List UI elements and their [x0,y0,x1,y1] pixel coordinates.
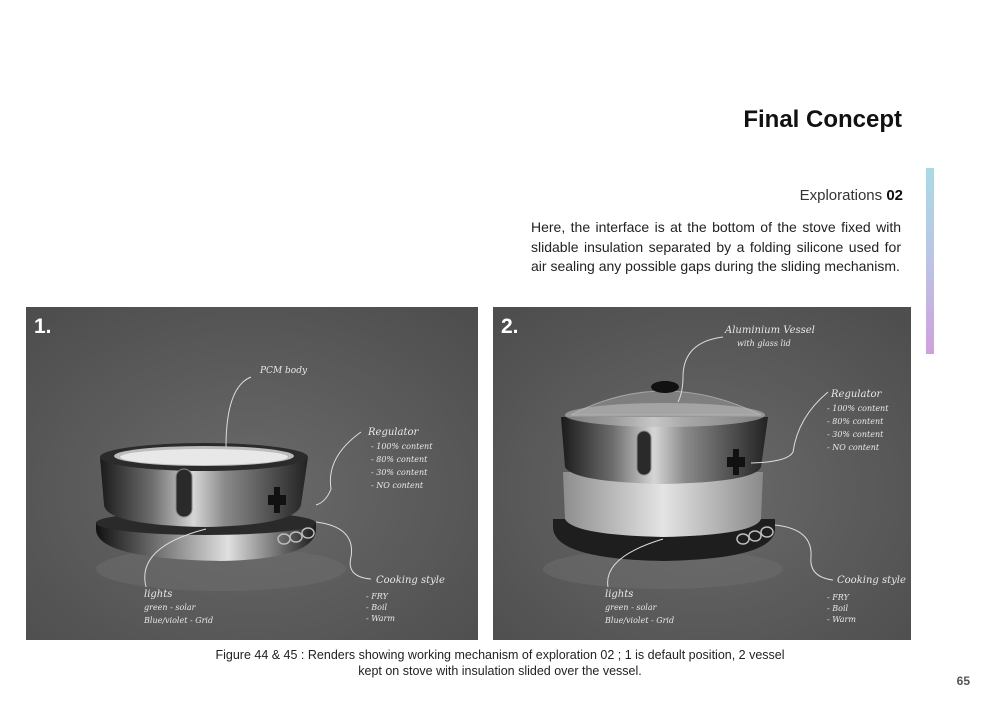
note-cooking-1: - FRY [366,592,388,601]
figure-caption [190,647,810,679]
note-regulator-2: - 80% content [371,455,428,464]
note-regulator-3: - 30% content [371,468,428,477]
page-number: 65 [956,674,970,688]
note-cooking-3: - Warm [827,615,856,624]
note-regulator-4: - NO content [827,443,880,452]
note-regulator: Regulator [831,389,882,400]
page-title: Final Concept [743,106,902,133]
note-vessel: Aluminium Vessel [725,325,815,336]
section-subtitle [800,187,903,204]
subtitle-number: 02 [886,187,903,204]
note-cooking-style: Cooking style [837,575,906,586]
note-pcm-body: PCM body [260,366,308,376]
note-regulator-1: - 100% content [827,404,889,413]
note-lights-1: green - solar [605,603,657,612]
note-cooking-2: - Boil [366,603,388,612]
note-lights: lights [605,589,634,600]
note-lights-2: Blue/violet - Grid [605,616,675,625]
figure-label-2: 2. [501,315,519,338]
note-lights-1: green - solar [144,603,196,612]
note-regulator: Regulator [368,427,419,438]
stove-render-1 [26,307,478,640]
accent-bar [926,168,934,354]
note-lights: lights [144,589,173,600]
subtitle-label: Explorations [799,187,883,204]
note-cooking-1: - FRY [827,593,849,602]
note-regulator-2: - 80% content [827,417,884,426]
note-regulator-3: - 30% content [827,430,884,439]
note-regulator-4: - NO content [371,481,424,490]
note-regulator-1: - 100% content [371,442,433,451]
note-cooking-2: - Boil [827,604,849,613]
note-lights-2: Blue/violet - Grid [144,616,214,625]
note-vessel-2: with glass lid [737,339,791,348]
figure-render-1 [26,307,478,640]
note-cooking-3: - Warm [366,614,395,623]
figure-label-1: 1. [34,315,52,338]
stove-render-2 [493,307,911,640]
description-paragraph: Here, the interface is at the bottom of the stove fixed with slidable insulation separated by a folding silicone used for air sealing any possible gaps during the sliding mechanism. [531,219,901,275]
caption-line-2: kept on stove with insulation slided over the vessel. [358,664,642,678]
note-cooking-style: Cooking style [376,575,445,586]
caption-line-1: Figure 44 & 45 : Renders showing working mechanism of exploration 02 ; 1 is default position, 2 vessel [215,648,785,662]
figure-render-2 [493,307,911,640]
